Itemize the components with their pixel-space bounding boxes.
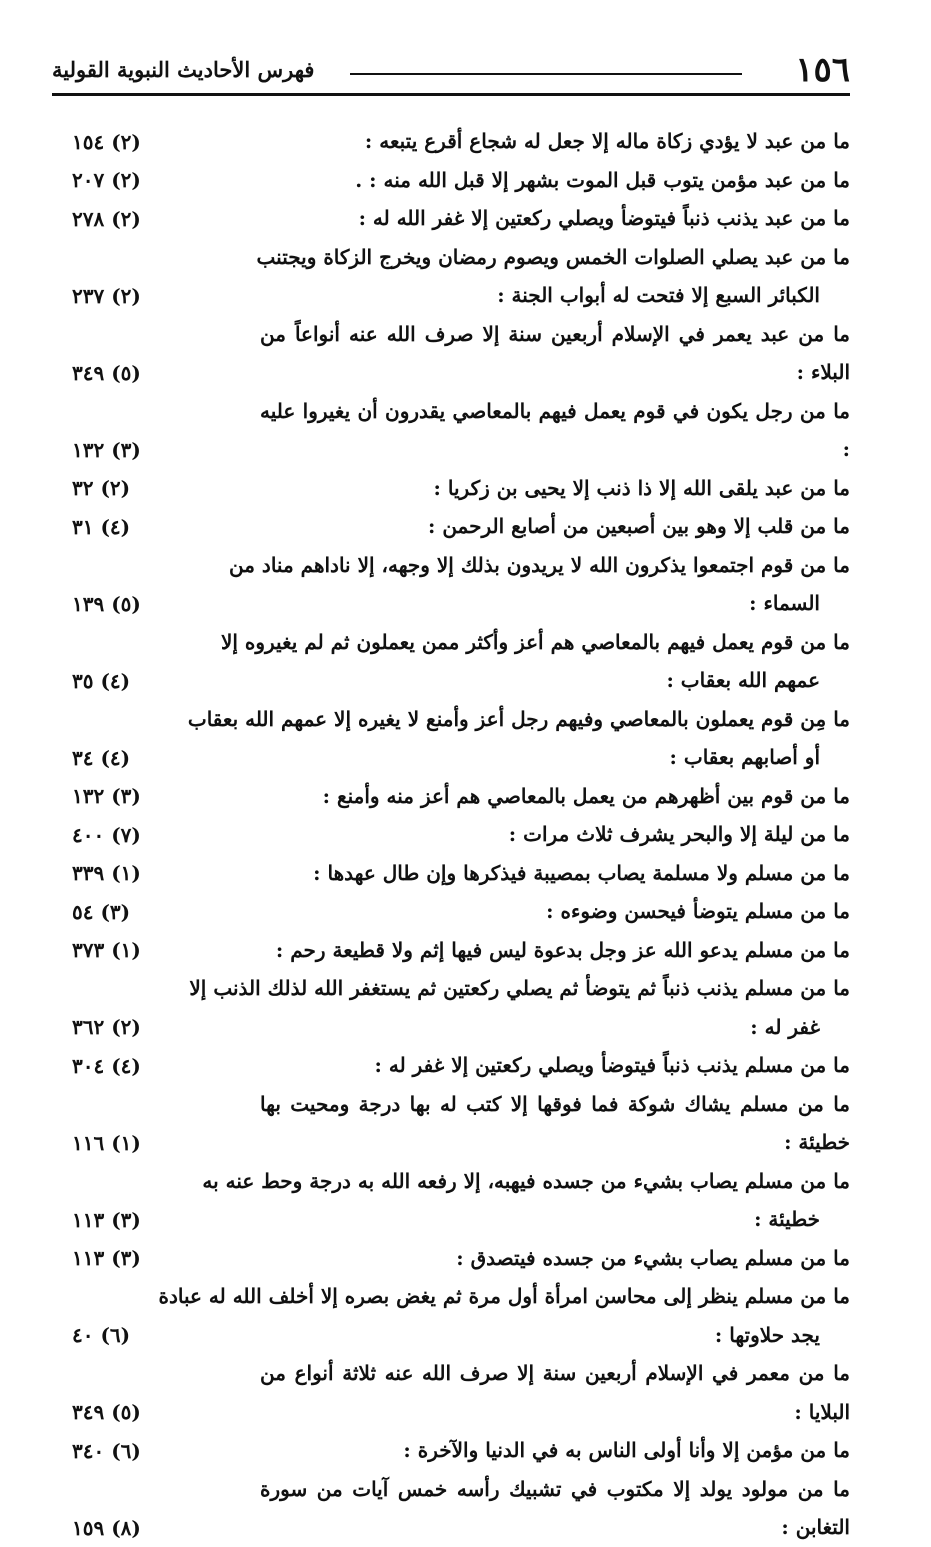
index-entry [60, 392, 850, 469]
hadith-text [260, 815, 850, 854]
hadith-text [260, 507, 850, 546]
hadith-text-continuation: السماء : [749, 591, 820, 615]
index-entry [60, 1162, 850, 1239]
index-entry [60, 238, 850, 315]
volume-page-reference: (٥) ٣٤٩ [72, 1400, 141, 1424]
index-entry [60, 1277, 850, 1354]
hadith-text-line: ما من مسلم يصاب بشيء من جسده فيهبه، إلا رفعه الله به درجة وحط عنه به [202, 1168, 850, 1193]
page-number: ١٥٦ [795, 50, 850, 90]
hadith-text [260, 1470, 850, 1547]
hadith-text-line: ما من مسلم ينظر إلى محاسن امرأة أول مرة ثم يغض بصره إلا أخلف الله له عبادة [158, 1284, 850, 1308]
index-entry [60, 507, 850, 546]
hadith-text-line: ما من عبد مؤمن يتوب قبل الموت بشهر إلا قبل الله منه : . [355, 167, 850, 192]
hadith-text [60, 1277, 850, 1354]
hadith-text-line: ما من قوم يعمل فيهم بالمعاصي هم أعز وأكثر ممن يعملون ثم لم يغيروه إلا [220, 629, 850, 654]
volume-page-reference: (٥) ١٣٩ [72, 591, 141, 616]
hadith-text [60, 969, 850, 1046]
hadith-text [260, 1431, 850, 1470]
volume-page-reference: (٦) ٤٠ [72, 1323, 131, 1347]
index-entry [60, 892, 850, 931]
hadith-text-continuation: خطيئة : [754, 1207, 820, 1231]
volume-page-reference: (٥) ٣٤٩ [72, 360, 141, 385]
hadith-text [260, 777, 850, 816]
hadith-text-line: ما من قوم بين أظهرهم من يعمل بالمعاصي هم أعز منه وأمنع : [322, 783, 850, 808]
hadith-text-line: ما من مسلم ولا مسلمة يصاب بمصيبة فيذكرها وإن طال عهدها : [313, 860, 850, 885]
volume-page-reference: (٣) ١١٣ [72, 1207, 141, 1232]
volume-page-reference: (٣) ١٣٢ [72, 784, 141, 808]
volume-page-reference: (٢) ٢٧٨ [72, 206, 141, 231]
hadith-text-line: ما من قوم اجتمعوا يذكرون الله لا يريدون بذلك إلا وجهه، إلا ناداهم مناد من [229, 552, 850, 577]
volume-page-reference: (٤) ٣١ [72, 514, 131, 539]
hadith-text-line: ما مِن قوم يعملون بالمعاصي وفيهم رجل أعز وأمنع لا يغيره إلا عمهم الله بعقاب [187, 706, 850, 731]
hadith-text-line: ما من مسلم يذنب ذنباً ثم يتوضأ ثم يصلي ركعتين ثم يستغفر الله لذلك الذنب إلا [189, 976, 850, 1000]
index-entry [60, 546, 850, 623]
hadith-text [60, 546, 850, 623]
index-entry [60, 777, 850, 816]
running-title: فهرس الأحاديث النبوية القولية [52, 57, 315, 82]
header-dash [350, 73, 742, 75]
hadith-text-line: ما من عبد يلقى الله إلا ذا ذنب إلا يحيى بن زكريا : [433, 475, 850, 500]
hadith-text [260, 392, 850, 469]
hadith-text-line: ما من مسلم يدعو الله عز وجل بدعوة ليس فيها إثم ولا قطيعة رحم : [275, 937, 850, 962]
hadith-index-list [60, 122, 850, 1547]
hadith-text-line: ما من عبد يذنب ذنباً فيتوضأ ويصلي ركعتين إلا غفر الله له : [358, 206, 850, 230]
volume-page-reference: (٧) ٤٠٠ [72, 822, 141, 847]
volume-page-reference: (٦) ٣٤٠ [72, 1438, 141, 1463]
hadith-text [60, 238, 850, 315]
index-entry [60, 469, 850, 508]
index-entry [60, 700, 850, 777]
index-entry [60, 1085, 850, 1162]
index-entry [60, 1354, 850, 1431]
volume-page-reference: (٣) ٥٤ [72, 899, 131, 924]
hadith-text [260, 122, 850, 161]
hadith-text-line: ما من مؤمن إلا وأنا أولى الناس به في الدنيا والآخرة : [403, 1438, 850, 1462]
hadith-text [260, 854, 850, 893]
index-entry [60, 931, 850, 970]
index-entry [60, 199, 850, 238]
hadith-text-continuation: عمهم الله بعقاب : [666, 668, 820, 692]
hadith-text [260, 892, 850, 931]
volume-page-reference: (١) ٣٧٣ [72, 938, 141, 962]
index-entry [60, 815, 850, 854]
volume-page-reference: (٨) ١٥٩ [72, 1515, 141, 1540]
hadith-text-line: ما من معمر في الإسلام أربعين سنة إلا صرف الله عنه ثلاثة أنواع من البلايا : [260, 1361, 850, 1424]
hadith-text [260, 1239, 850, 1278]
hadith-text [260, 1085, 850, 1162]
volume-page-reference: (٤) ٣٤ [72, 745, 131, 770]
hadith-text [60, 1162, 850, 1239]
volume-page-reference: (٣) ١٣٢ [72, 437, 141, 462]
hadith-text-line: ما من مسلم يصاب بشيء من جسده فيتصدق : [456, 1245, 850, 1270]
hadith-text-line: ما من مولود يولد إلا مكتوب في تشبيك رأسه خمس آيات من سورة التغابن : [260, 1476, 850, 1539]
hadith-text-line: ما من مسلم يذنب ذنباً فيتوضأ ويصلي ركعتين إلا غفر له : [374, 1053, 850, 1077]
volume-page-reference: (٣) ١١٣ [72, 1246, 141, 1270]
hadith-text-line: ما من قلب إلا وهو بين أصبعين من أصابع الرحمن : [427, 514, 850, 538]
hadith-text-line: ما من عبد يصلي الصلوات الخمس ويصوم رمضان ويخرج الزكاة ويجتنب [256, 244, 850, 269]
index-entry [60, 854, 850, 893]
index-entry [60, 122, 850, 161]
hadith-text [260, 1354, 850, 1431]
header-rule [52, 93, 850, 96]
hadith-text-line: ما من رجل يكون في قوم يعمل فيهم بالمعاصي يقدرون أن يغيروا عليه : [260, 398, 850, 461]
hadith-text [60, 623, 850, 700]
hadith-text [260, 469, 850, 508]
hadith-text [260, 199, 850, 238]
hadith-text-line: ما من عبد لا يؤدي زكاة ماله إلا جعل له شجاع أقرع يتبعه : [364, 129, 850, 153]
hadith-text [60, 700, 850, 777]
hadith-text [260, 161, 850, 200]
hadith-text-continuation: غفر له : [750, 1014, 820, 1039]
hadith-text-continuation: يجد حلاوتها : [714, 1322, 820, 1347]
hadith-text-line: ما من ليلة إلا والبحر يشرف ثلاث مرات : [508, 822, 850, 846]
hadith-text-continuation: أو أصابهم بعقاب : [669, 745, 820, 769]
volume-page-reference: (٢) ٣٢ [72, 476, 131, 500]
index-entry [60, 315, 850, 392]
index-entry [60, 969, 850, 1046]
volume-page-reference: (١) ١١٦ [72, 1130, 141, 1155]
volume-page-reference: (١) ٣٣٩ [72, 861, 141, 885]
volume-page-reference: (٢) ٢٣٧ [72, 283, 141, 308]
index-entry [60, 1239, 850, 1278]
volume-page-reference: (٢) ٣٦٢ [72, 1015, 141, 1039]
volume-page-reference: (٢) ٢٠٧ [72, 168, 141, 192]
volume-page-reference: (٤) ٣٠٤ [72, 1053, 141, 1078]
hadith-text-continuation: الكبائر السبع إلا فتحت له أبواب الجنة : [497, 283, 820, 307]
hadith-text-line: ما من مسلم يتوضأ فيحسن وضوءه : [546, 899, 850, 923]
hadith-text [260, 931, 850, 970]
index-entry [60, 1046, 850, 1085]
index-entry [60, 161, 850, 200]
index-entry [60, 1470, 850, 1547]
page-header [52, 48, 850, 92]
volume-page-reference: (٤) ٣٥ [72, 668, 131, 693]
hadith-text [260, 1046, 850, 1085]
hadith-text-line: ما من مسلم يشاك شوكة فما فوقها إلا كتب له بها درجة ومحيت بها خطيئة : [260, 1091, 850, 1154]
index-entry [60, 1431, 850, 1470]
hadith-text [260, 315, 850, 392]
hadith-text-line: ما من عبد يعمر في الإسلام أربعين سنة إلا صرف الله عنه أنواعاً من البلاء : [260, 321, 850, 384]
volume-page-reference: (٢) ١٥٤ [72, 129, 141, 154]
index-entry [60, 623, 850, 700]
